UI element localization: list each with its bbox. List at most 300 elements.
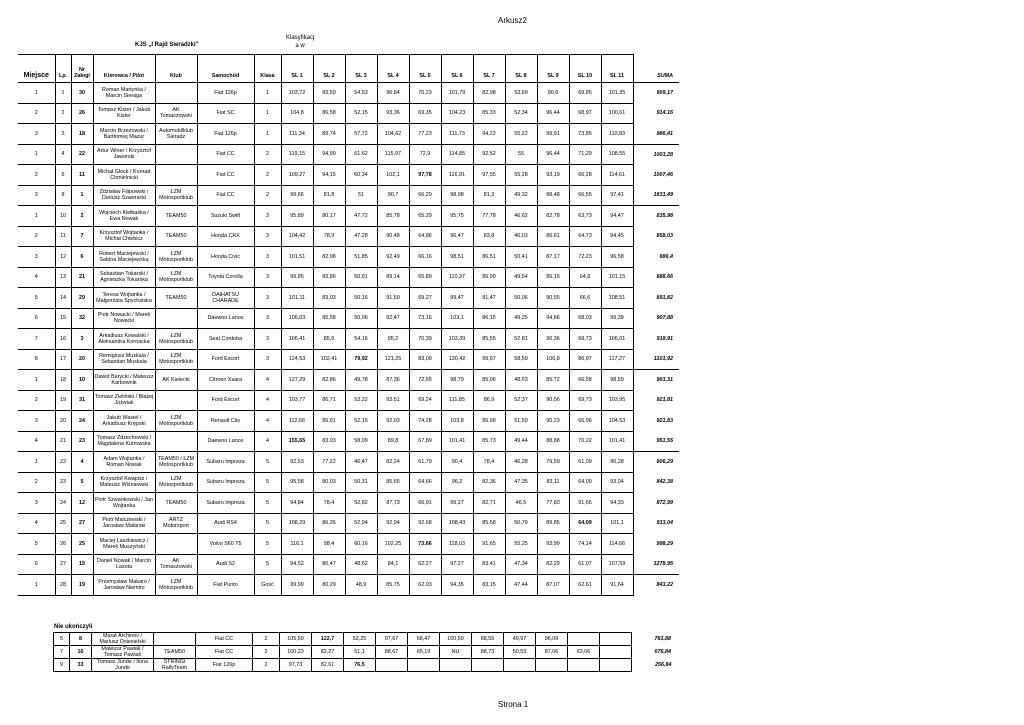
stage-time-sl10: 71,29 xyxy=(569,144,601,165)
table-row xyxy=(18,103,679,124)
table-row xyxy=(18,165,679,186)
stage-time-sl3: 50,06 xyxy=(345,308,377,329)
header-row xyxy=(18,55,679,83)
place-cell: 2 xyxy=(18,165,55,186)
lp-cell: 16 xyxy=(55,329,71,350)
stage-time-sl10: 73,85 xyxy=(569,124,601,145)
stage-time-sl8: 55,22 xyxy=(505,124,537,145)
car-cell: Fiat CC xyxy=(197,144,254,165)
stage-time-sl3: 79,92 xyxy=(345,349,377,370)
stage-time-sl9: 96,09 xyxy=(536,633,568,646)
col-header-sl1: SL 1 xyxy=(281,55,313,83)
crew-cell: Michał Glock / Konrad Chmielnicki xyxy=(93,165,155,186)
stage-time-sl9: 93,99 xyxy=(537,534,569,555)
stage-time-sl5: 72,65 xyxy=(409,370,441,391)
lp-cell: 21 xyxy=(55,431,71,452)
stage-time-sl7 xyxy=(472,659,504,672)
crew-number-cell: 29 xyxy=(71,288,93,309)
car-cell: Fiat CC xyxy=(196,633,253,646)
crew-number-cell: 18 xyxy=(71,124,93,145)
stage-time-sl7: 86,9 xyxy=(473,390,505,411)
stage-time-sl8: 52,34 xyxy=(505,103,537,124)
crew-number-cell: 5 xyxy=(71,472,93,493)
stage-time-sl2: 94,99 xyxy=(313,144,345,165)
stage-time-sl2: 98,4 xyxy=(313,534,345,555)
stage-time-sl10: 74,14 xyxy=(569,534,601,555)
stage-time-sl1: 97,73 xyxy=(280,659,312,672)
sheet-name: Arkusz2 xyxy=(498,16,527,25)
stage-time-sl8: 46,03 xyxy=(505,226,537,247)
stage-time-sl4: 95,2 xyxy=(377,329,409,350)
stage-time-sl4: 87,73 xyxy=(377,493,409,514)
stage-time-sl9: 86,61 xyxy=(537,226,569,247)
club-cell: ŁZM Motosportklub xyxy=(155,329,197,350)
class-cell: 3 xyxy=(254,329,281,350)
stage-time-sl1: 101,11 xyxy=(281,288,313,309)
stage-time-sl10: 91,65 xyxy=(569,493,601,514)
stage-time-sl2: 81,8 xyxy=(313,185,345,206)
lp-cell: 2 xyxy=(55,103,71,124)
stage-time-sl5: 83,09 xyxy=(409,349,441,370)
stage-time-sl9: 82,29 xyxy=(537,554,569,575)
total-cell: 886,4 xyxy=(659,253,673,260)
club-cell: ŁZM Motosportklub xyxy=(155,185,197,206)
place-cell: 3 xyxy=(18,247,55,268)
stage-time-sl6 xyxy=(440,659,472,672)
place-cell: 4 xyxy=(18,267,55,288)
stage-time-sl5 xyxy=(408,659,440,672)
table-row xyxy=(18,226,679,247)
lp-cell: 18 xyxy=(55,370,71,391)
crew-number-cell: 33 xyxy=(70,659,92,672)
stage-time-sl5: 74,28 xyxy=(409,411,441,432)
car-cell: Fiat 126p xyxy=(197,124,254,145)
crew-cell: Tomasz Kister / Jakub Kister xyxy=(93,103,155,124)
col-header-sl3: SL 3 xyxy=(345,55,377,83)
stage-time-sl7: 97,55 xyxy=(473,165,505,186)
table-row xyxy=(18,247,679,268)
stage-time-sl3: 52,82 xyxy=(345,493,377,514)
stage-time-sl2: 82,98 xyxy=(313,247,345,268)
place-cell: 3 xyxy=(18,493,55,514)
stage-time-sl11: 98,59 xyxy=(601,370,633,391)
stage-time-sl11: 114,61 xyxy=(601,165,633,186)
stage-time-sl2: 83,03 xyxy=(313,431,345,452)
lp-cell: 20 xyxy=(55,411,71,432)
col-header-sl11: SL 11 xyxy=(601,55,633,83)
crew-cell: Tomasz Zdzechowski / Magdalena Kutrowska xyxy=(93,431,155,452)
stage-time-sl1: 99,85 xyxy=(281,267,313,288)
stage-time-sl6: 108,43 xyxy=(441,513,473,534)
stage-time-sl2: 77,22 xyxy=(313,452,345,473)
club-cell xyxy=(155,431,197,452)
stage-time-sl5: 64,66 xyxy=(409,472,441,493)
stage-time-sl2: 82,27 xyxy=(312,646,344,659)
stage-time-sl11: 110,83 xyxy=(601,124,633,145)
place-cell: 4 xyxy=(18,431,55,452)
crew-cell: Dawid Barycki / Mateusz Karbownik xyxy=(93,370,155,391)
stage-time-sl4: 102,25 xyxy=(377,534,409,555)
stage-time-sl4: 102,1 xyxy=(377,165,409,186)
crew-number-cell: 15 xyxy=(71,554,93,575)
stage-time-sl4: 85,75 xyxy=(377,575,409,596)
class-cell: 3 xyxy=(254,308,281,329)
stage-time-sl10: 68,97 xyxy=(569,103,601,124)
stage-time-sl11: 106,01 xyxy=(601,329,633,350)
car-cell: Fiat CC xyxy=(196,646,253,659)
dnf-table xyxy=(53,632,678,672)
club-cell xyxy=(155,165,197,186)
stage-time-sl2: 83,86 xyxy=(313,267,345,288)
place-cell: 1 xyxy=(18,452,55,473)
crew-number-cell: 6 xyxy=(71,247,93,268)
crew-cell: Jakub Wasiel / Arkadiusz Krępski xyxy=(93,411,155,432)
total-cell: 676,84 xyxy=(654,649,671,655)
stage-time-sl2: 78,4 xyxy=(313,493,345,514)
crew-cell: Wojciech Kiełbaska / Ewa Nowak xyxy=(93,206,155,227)
col-header-klasa: Klasa xyxy=(254,55,281,83)
crew-number-cell: 23 xyxy=(71,431,93,452)
crew-number-cell: 30 xyxy=(71,83,93,104)
stage-time-sl3: 52,16 xyxy=(345,411,377,432)
car-cell: Honda Civic xyxy=(197,247,254,268)
total-cell: 781,88 xyxy=(654,636,671,642)
stage-time-sl11: 100,61 xyxy=(601,103,633,124)
stage-time-sl7: 86,99 xyxy=(473,267,505,288)
table-row xyxy=(18,308,679,329)
crew-cell: Sebastian Tokarski / Agnieszka Tokarska xyxy=(93,267,155,288)
lp-cell: 15 xyxy=(55,308,71,329)
club-cell: AK Tomaszowski xyxy=(155,554,197,575)
stage-time-sl6: 114,85 xyxy=(441,144,473,165)
stage-time-sl5: 62,27 xyxy=(409,554,441,575)
total-cell: 914,16 xyxy=(656,110,673,117)
stage-time-sl4: 92,47 xyxy=(377,308,409,329)
stage-time-sl3: 51,1 xyxy=(344,646,376,659)
stage-time-sl2: 85,58 xyxy=(313,308,345,329)
car-cell: Audi S2 xyxy=(197,554,254,575)
stage-time-sl6: 116,91 xyxy=(441,165,473,186)
total-cell: 872,99 xyxy=(656,499,673,506)
stage-time-sl7: 83,15 xyxy=(473,575,505,596)
stage-time-sl11 xyxy=(600,646,632,659)
stage-time-sl6: 99,47 xyxy=(441,288,473,309)
stage-time-sl1: 104,8 xyxy=(281,103,313,124)
place-cell: 4 xyxy=(18,513,55,534)
crew-cell: Zdzisław Filipowski / Dariusz Szawracki xyxy=(93,185,155,206)
lp-cell: 25 xyxy=(55,513,71,534)
stage-time-sl4: 93,51 xyxy=(377,390,409,411)
class-cell: 5 xyxy=(254,554,281,575)
total-cell: 806,29 xyxy=(633,452,679,473)
stage-time-sl9: 96,44 xyxy=(537,103,569,124)
crew-number-cell: 19 xyxy=(71,575,93,596)
crew-number-cell: 21 xyxy=(71,267,93,288)
place-cell: 8 xyxy=(18,349,55,370)
stage-time-sl5: 64,86 xyxy=(409,226,441,247)
stage-time-sl4: 91,59 xyxy=(377,288,409,309)
stage-time-sl1: 106,03 xyxy=(281,308,313,329)
table-row xyxy=(18,452,679,473)
class-cell: 3 xyxy=(254,288,281,309)
total-cell: 843,22 xyxy=(633,575,679,596)
stage-time-sl8: 50,79 xyxy=(505,513,537,534)
table-row xyxy=(18,83,679,104)
stage-time-sl4: 90,48 xyxy=(377,226,409,247)
klasyfikacja-note-line2: a w xyxy=(295,43,305,49)
car-cell: Subaru Impreza xyxy=(197,493,254,514)
crew-number-cell: 26 xyxy=(71,103,93,124)
stage-time-sl6: 118,03 xyxy=(441,534,473,555)
stage-time-sl7: 86,15 xyxy=(473,308,505,329)
crew-cell: Remigiusz Muskala / Sebastian Muskala xyxy=(93,349,155,370)
class-cell: 5 xyxy=(254,472,281,493)
class-cell: 4 xyxy=(254,390,281,411)
col-header-sl7: SL 7 xyxy=(473,55,505,83)
stage-time-sl6: 94,35 xyxy=(441,575,473,596)
stage-time-sl9: 82,78 xyxy=(537,206,569,227)
crew-cell: Krzysztof Kwapisz / Mateusz Wiśniewski xyxy=(93,472,155,493)
class-cell: 5 xyxy=(254,452,281,473)
stage-time-sl7: 77,78 xyxy=(473,206,505,227)
stage-time-sl10: 66,6 xyxy=(569,288,601,309)
car-cell: Fiat CC xyxy=(197,165,254,186)
stage-time-sl8: 47,44 xyxy=(505,575,537,596)
car-cell: Daewoo Lanos xyxy=(197,431,254,452)
stage-time-sl7: 85,58 xyxy=(473,513,505,534)
total-cell: 842,38 xyxy=(656,479,673,486)
stage-time-sl11: 94,45 xyxy=(601,226,633,247)
stage-time-sl1: 119,15 xyxy=(281,144,313,165)
crew-number-cell: 2 xyxy=(71,206,93,227)
car-cell: Suzuki Swift xyxy=(197,206,254,227)
total-cell: 918,91 xyxy=(656,335,673,342)
table-row xyxy=(18,329,679,350)
class-cell: 5 xyxy=(254,534,281,555)
class-cell: 2 xyxy=(253,659,280,672)
lp-cell: 8 xyxy=(55,185,71,206)
crew-cell: Mateusz Pawlak / Tomasz Pawlak xyxy=(92,646,154,659)
stage-time-sl5: 65,89 xyxy=(409,267,441,288)
stage-time-sl1: 101,51 xyxy=(281,247,313,268)
stage-time-sl11: 114,66 xyxy=(601,534,633,555)
club-cell: STRINGI RallyTeam xyxy=(154,659,196,672)
crew-number-cell: 12 xyxy=(71,493,93,514)
stage-time-sl5: 61,79 xyxy=(409,452,441,473)
car-cell: Honda CRX xyxy=(197,226,254,247)
stage-time-sl4: 88,67 xyxy=(376,646,408,659)
stage-time-sl6: 96,47 xyxy=(441,226,473,247)
table-row xyxy=(18,370,679,391)
col-header-sl9: SL 9 xyxy=(537,55,569,83)
stage-time-sl3: 60,34 xyxy=(345,165,377,186)
stage-time-sl11: 117,27 xyxy=(601,349,633,370)
table-row xyxy=(18,554,679,575)
crew-cell: Piotr Szwankowski / Jan Wojtanka xyxy=(93,493,155,514)
crew-cell: Marat Archinov / Mariusz Osiesielski xyxy=(92,633,154,646)
stage-time-sl7: 82,98 xyxy=(473,83,505,104)
stage-time-sl3: 54,16 xyxy=(345,329,377,350)
stage-time-sl6: NU xyxy=(440,646,472,659)
stage-time-sl7: 83,41 xyxy=(473,554,505,575)
stage-time-sl9: 90,23 xyxy=(537,411,569,432)
klasyfikacja-note xyxy=(286,34,314,50)
stage-time-sl7: 85,73 xyxy=(473,431,505,452)
stage-time-sl1: 109,27 xyxy=(281,165,313,186)
crew-number-cell: 10 xyxy=(71,370,93,391)
crew-number-cell: 25 xyxy=(71,534,93,555)
stage-time-sl1: 95,89 xyxy=(281,206,313,227)
crew-number-cell: 22 xyxy=(71,144,93,165)
crew-cell: Piotr Malczewski / Jarosław Malarski xyxy=(93,513,155,534)
stage-time-sl2: 78,9 xyxy=(313,226,345,247)
stage-time-sl10: 70,22 xyxy=(569,431,601,452)
club-cell: TEAM50 xyxy=(154,646,196,659)
stage-time-sl9: 77,83 xyxy=(537,493,569,514)
club-cell: ŁZM Motosportklub xyxy=(155,472,197,493)
stage-time-sl8 xyxy=(504,659,536,672)
class-cell: 3 xyxy=(254,206,281,227)
class-cell: 3 xyxy=(254,247,281,268)
stage-time-sl11 xyxy=(600,633,632,646)
table-row xyxy=(18,431,679,452)
stage-time-sl8: 49,44 xyxy=(505,431,537,452)
stage-time-sl7: 86,68 xyxy=(473,411,505,432)
stage-time-sl7: 82,71 xyxy=(473,493,505,514)
stage-time-sl3: 76,5 xyxy=(344,659,376,672)
stage-time-sl8: 51,59 xyxy=(505,411,537,432)
car-cell: Renault Clio xyxy=(197,411,254,432)
stage-time-sl1: 108,29 xyxy=(281,513,313,534)
col-header-sl6: SL 6 xyxy=(441,55,473,83)
club-cell xyxy=(155,390,197,411)
class-cell: 2 xyxy=(254,165,281,186)
stage-time-sl7: 83,8 xyxy=(473,226,505,247)
lp-cell: 28 xyxy=(55,575,71,596)
place-cell: 6 xyxy=(18,308,55,329)
stage-time-sl10 xyxy=(568,633,600,646)
stage-time-sl10: 72,23 xyxy=(569,247,601,268)
table-row xyxy=(18,513,679,534)
stage-time-sl11: 101,35 xyxy=(601,83,633,104)
stage-time-sl11: 104,53 xyxy=(601,411,633,432)
stage-time-sl5: 69,27 xyxy=(409,288,441,309)
stage-time-sl4: 82,24 xyxy=(377,452,409,473)
stage-time-sl6: 98,51 xyxy=(441,247,473,268)
stage-time-sl9: 90,36 xyxy=(537,329,569,350)
stage-time-sl5: 70,23 xyxy=(409,83,441,104)
stage-time-sl9: 94,66 xyxy=(537,308,569,329)
stage-time-sl11: 101,15 xyxy=(601,267,633,288)
total-cell: 907,88 xyxy=(656,315,673,322)
stage-time-sl11: 94,47 xyxy=(601,206,633,227)
class-cell: 5 xyxy=(254,513,281,534)
stage-time-sl2: 80,03 xyxy=(313,472,345,493)
stage-time-sl1: 155,65 xyxy=(281,431,313,452)
car-cell: Ford Escort xyxy=(197,349,254,370)
stage-time-sl2: 80,47 xyxy=(313,554,345,575)
stage-time-sl11: 108,55 xyxy=(601,144,633,165)
stage-time-sl1: 94,52 xyxy=(281,554,313,575)
class-cell: 4 xyxy=(254,411,281,432)
stage-time-sl8: 47,35 xyxy=(505,472,537,493)
stage-time-sl8: 52,37 xyxy=(505,390,537,411)
class-cell: 2 xyxy=(253,646,280,659)
crew-cell: Roman Martynka / Marcin Sieraga xyxy=(93,83,155,104)
stage-time-sl5: 73,16 xyxy=(409,308,441,329)
car-cell: Subaru Impreza xyxy=(197,472,254,493)
stage-time-sl10 xyxy=(568,659,600,672)
dnf-row xyxy=(54,633,678,646)
stage-time-sl3: 50,91 xyxy=(345,267,377,288)
place-cell: 3 xyxy=(18,185,55,206)
car-cell: DAIHATSU CHARADE xyxy=(197,288,254,309)
stage-time-sl10: 86,97 xyxy=(569,349,601,370)
club-cell xyxy=(155,144,197,165)
dnf-row xyxy=(54,646,678,659)
stage-time-sl11: 101,41 xyxy=(601,431,633,452)
table-row xyxy=(18,185,679,206)
place-cell: 3 xyxy=(18,124,55,145)
total-cell: 909,17 xyxy=(633,83,679,104)
club-cell: AK Tomaszowski xyxy=(155,103,197,124)
table-row xyxy=(18,349,679,370)
stage-time-sl3: 50,31 xyxy=(345,472,377,493)
stage-time-sl4: 96,84 xyxy=(377,83,409,104)
stage-time-sl8: 48,63 xyxy=(505,370,537,391)
stage-time-sl9: 99,91 xyxy=(537,124,569,145)
stage-time-sl8: 49,54 xyxy=(505,267,537,288)
stage-time-sl5: 97,78 xyxy=(409,165,441,186)
lp-cell: 5 xyxy=(54,633,70,646)
stage-time-sl5: 68,47 xyxy=(408,633,440,646)
stage-time-sl4: 85,65 xyxy=(377,472,409,493)
stage-time-sl2: 86,58 xyxy=(313,103,345,124)
stage-time-sl8: 52,81 xyxy=(505,329,537,350)
stage-time-sl4: 104,62 xyxy=(377,124,409,145)
car-cell: Citroen Xsara xyxy=(197,370,254,391)
crew-cell: Przemysław Makaro / Jarosław Niemiro xyxy=(93,575,155,596)
stage-time-sl1: 99,66 xyxy=(281,185,313,206)
crew-cell: Artur Winer / Krzysztof Jaworski xyxy=(93,144,155,165)
stage-time-sl1: 100,23 xyxy=(280,646,312,659)
stage-time-sl9 xyxy=(536,659,568,672)
stage-time-sl7: 85,55 xyxy=(473,329,505,350)
stage-time-sl9: 87,17 xyxy=(537,247,569,268)
stage-time-sl11 xyxy=(600,659,632,672)
stage-time-sl5: 73,66 xyxy=(409,534,441,555)
stage-time-sl6: 100,59 xyxy=(440,633,472,646)
stage-time-sl2: 83,03 xyxy=(313,288,345,309)
place-cell: 1 xyxy=(18,206,55,227)
stage-time-sl10: 66,58 xyxy=(569,370,601,391)
stage-time-sl7: 81,3 xyxy=(473,185,505,206)
stage-time-sl10: 63,06 xyxy=(568,646,600,659)
lp-cell: 1 xyxy=(55,83,71,104)
col-header-sl10: SL 10 xyxy=(569,55,601,83)
stage-time-sl6: 103,39 xyxy=(441,329,473,350)
club-cell xyxy=(155,308,197,329)
stage-time-sl11: 107,59 xyxy=(601,554,633,575)
stage-time-sl4: 89,8 xyxy=(377,431,409,452)
stage-time-sl10: 69,73 xyxy=(569,390,601,411)
lp-cell: 10 xyxy=(55,206,71,227)
stage-time-sl7: 92,52 xyxy=(473,144,505,165)
club-cell: ŁZM Motosportklub xyxy=(155,267,197,288)
dnf-row xyxy=(54,659,678,672)
car-cell: Audi RS4 xyxy=(197,513,254,534)
club-cell: ŁZM Motosportklub xyxy=(155,247,197,268)
